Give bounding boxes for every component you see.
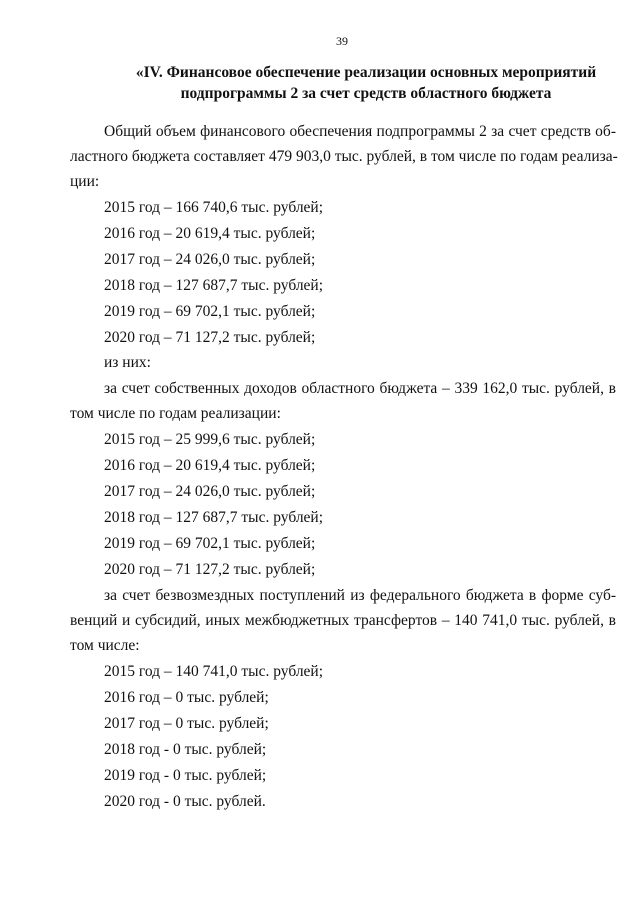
federal-year-2016: 2016 год – 0 тыс. рублей; <box>104 689 269 706</box>
own-year-2020: 2020 год – 71 127,2 тыс. рублей; <box>104 561 316 578</box>
federal-line-1: за счет безвозмездных поступлений из федерального бюджета в форме суб- <box>104 587 616 604</box>
own-year-2015: 2015 год – 25 999,6 тыс. рублей; <box>104 431 316 448</box>
page-number: 39 <box>336 34 348 48</box>
of-which-label: из них: <box>104 354 151 371</box>
total-year-2015: 2015 год – 166 740,6 тыс. рублей; <box>104 199 324 216</box>
federal-year-2019: 2019 год - 0 тыс. рублей; <box>104 767 267 784</box>
section-heading-line-1: «IV. Финансовое обеспечение реализации основных мероприятий <box>135 64 597 81</box>
total-year-2019: 2019 год – 69 702,1 тыс. рублей; <box>104 303 316 320</box>
own-year-2017: 2017 год – 24 026,0 тыс. рублей; <box>104 483 316 500</box>
own-year-2018: 2018 год – 127 687,7 тыс. рублей; <box>104 509 324 526</box>
federal-line-3: том числе: <box>70 637 140 654</box>
section-heading-line-2: подпрограммы 2 за счет средств областного бюджета <box>180 85 552 102</box>
total-year-2018: 2018 год – 127 687,7 тыс. рублей; <box>104 277 324 294</box>
intro-line-2: ластного бюджета составляет 479 903,0 тыс. рублей, в том числе по годам реализа- <box>70 148 618 165</box>
federal-year-2017: 2017 год – 0 тыс. рублей; <box>104 715 269 732</box>
own-income-line-1: за счет собственных доходов областного бюджета – 339 162,0 тыс. рублей, в <box>104 380 616 397</box>
intro-line-1: Общий объем финансового обеспечения подпрограммы 2 за счет средств об- <box>104 123 616 140</box>
federal-year-2015: 2015 год – 140 741,0 тыс. рублей; <box>104 663 324 680</box>
total-year-2016: 2016 год – 20 619,4 тыс. рублей; <box>104 225 316 242</box>
own-year-2016: 2016 год – 20 619,4 тыс. рублей; <box>104 457 316 474</box>
federal-year-2020: 2020 год - 0 тыс. рублей. <box>104 793 266 810</box>
total-year-2017: 2017 год – 24 026,0 тыс. рублей; <box>104 251 316 268</box>
own-year-2019: 2019 год – 69 702,1 тыс. рублей; <box>104 535 316 552</box>
section-heading <box>100 62 632 104</box>
federal-year-2018: 2018 год - 0 тыс. рублей; <box>104 741 267 758</box>
intro-line-3: ции: <box>70 173 100 190</box>
own-income-line-2: том числе по годам реализации: <box>70 405 281 422</box>
federal-line-2: венций и субсидий, иных межбюджетных трансфертов – 140 741,0 тыс. рублей, в <box>70 612 616 629</box>
total-year-2020: 2020 год – 71 127,2 тыс. рублей; <box>104 329 316 346</box>
